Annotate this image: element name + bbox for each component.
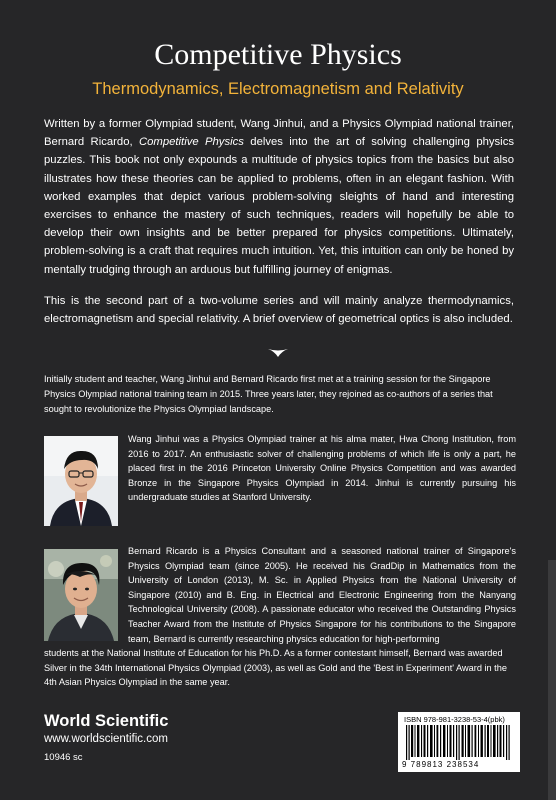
barcode xyxy=(398,712,520,772)
ornament-icon xyxy=(267,346,289,358)
author-bio-wang-jinhui: Wang Jinhui was a Physics Olympiad trainer at his alma mater, Hwa Chong Institution, from 2016 to 2017. An enthusiastic solver of challenging problems of which life is only a part, he placed first in the 2016 Princeton University Online Physics Competition and was awarded Bronze in the Singapore Physics Olympiad in 2014. Jinhui is currently pursuing his undergraduate studies at Stanford University. xyxy=(128,434,516,503)
blurb-text: delves into the art of solving challenging physics puzzles. This book not only expounds a multitude of physics topics from the basics but also illustrates how these theories can be applied to problems, often in an elegant fashion. With worked examples that depict various problem-solving sleights of hand and interesting exercises to enhance the mastery of such techniques, readers will hopefully be able to develop their own insights and be better prepared for physics competitions. Ultimately, problem-solving is a craft that requires much intuition. Yet, this intuition can only be honed by mentally trudging through an arduous but fulfilling journey of enigmas. xyxy=(44,136,514,276)
blurb-text: Written by a former Olympiad student, Wang Jinhui, and a Physics Olympiad national trainer, Bernard Ricardo, xyxy=(44,118,514,149)
publisher-code: 10946 sc xyxy=(44,752,83,763)
author-bio-bernard-ricardo: Bernard Ricardo is a Physics Consultant and a seasoned national trainer of Singapore's Physics Olympiad team (since 2005). He received his GradDip in Mathematics from the University of London (2013), M. Sc. in Applied Physics from the National University of Singapore (2010) and B. Eng. in Electrical and Electronic Engineering from the Nanyang Technological University (2008). A passionate educator who received the Outstanding Physics Teacher Award from the Institute of Physics Singapore for his contributions to the Singapore team, Bernard is currently researching physics education for high-performing xyxy=(128,546,516,644)
isbn-label: ISBN 978-981-3238-53-4(pbk) xyxy=(404,715,505,724)
blurb-paragraph-2: This is the second part of a two-volume series and will mainly analyze thermodynamics, electromagnetism and special relativity. A brief overview of geometrical optics is also included. xyxy=(44,295,514,326)
author-bio-bernard-ricardo-continued: students at the National Institute of Education for his Ph.D. As a former contestant himself, Bernard was awarded Silver in the 34th International Physics Olympiad (2003), as well as Gold and the 'Best in Experiment' Award in the 4th Asian Physics Olympiad in the same year. xyxy=(44,648,507,688)
book-title: Competitive Physics xyxy=(154,38,402,71)
blurb-paragraph-1 xyxy=(44,115,514,279)
barcode-number: 9 789813 238534 xyxy=(402,760,480,769)
spine-edge xyxy=(548,560,556,800)
author-photo-bernard-ricardo xyxy=(44,549,118,641)
publisher-url: www.worldscientific.com xyxy=(44,733,168,745)
barcode-bars-icon xyxy=(404,725,514,760)
authors-intro: Initially student and teacher, Wang Jinhui and Bernard Ricardo first met at a training session for the Singapore Physics Olympiad national training team in 2015. Three years later, they rejoined as co-authors of a series that sought to revolutionize the Physics Olympiad landscape. xyxy=(44,374,493,414)
book-title-reference: Competitive Physics xyxy=(138,136,244,149)
publisher-name: World Scientific xyxy=(44,712,169,730)
book-subtitle: Thermodynamics, Electromagnetism and Relativity xyxy=(92,80,464,98)
author-photo-wang-jinhui xyxy=(44,436,118,526)
